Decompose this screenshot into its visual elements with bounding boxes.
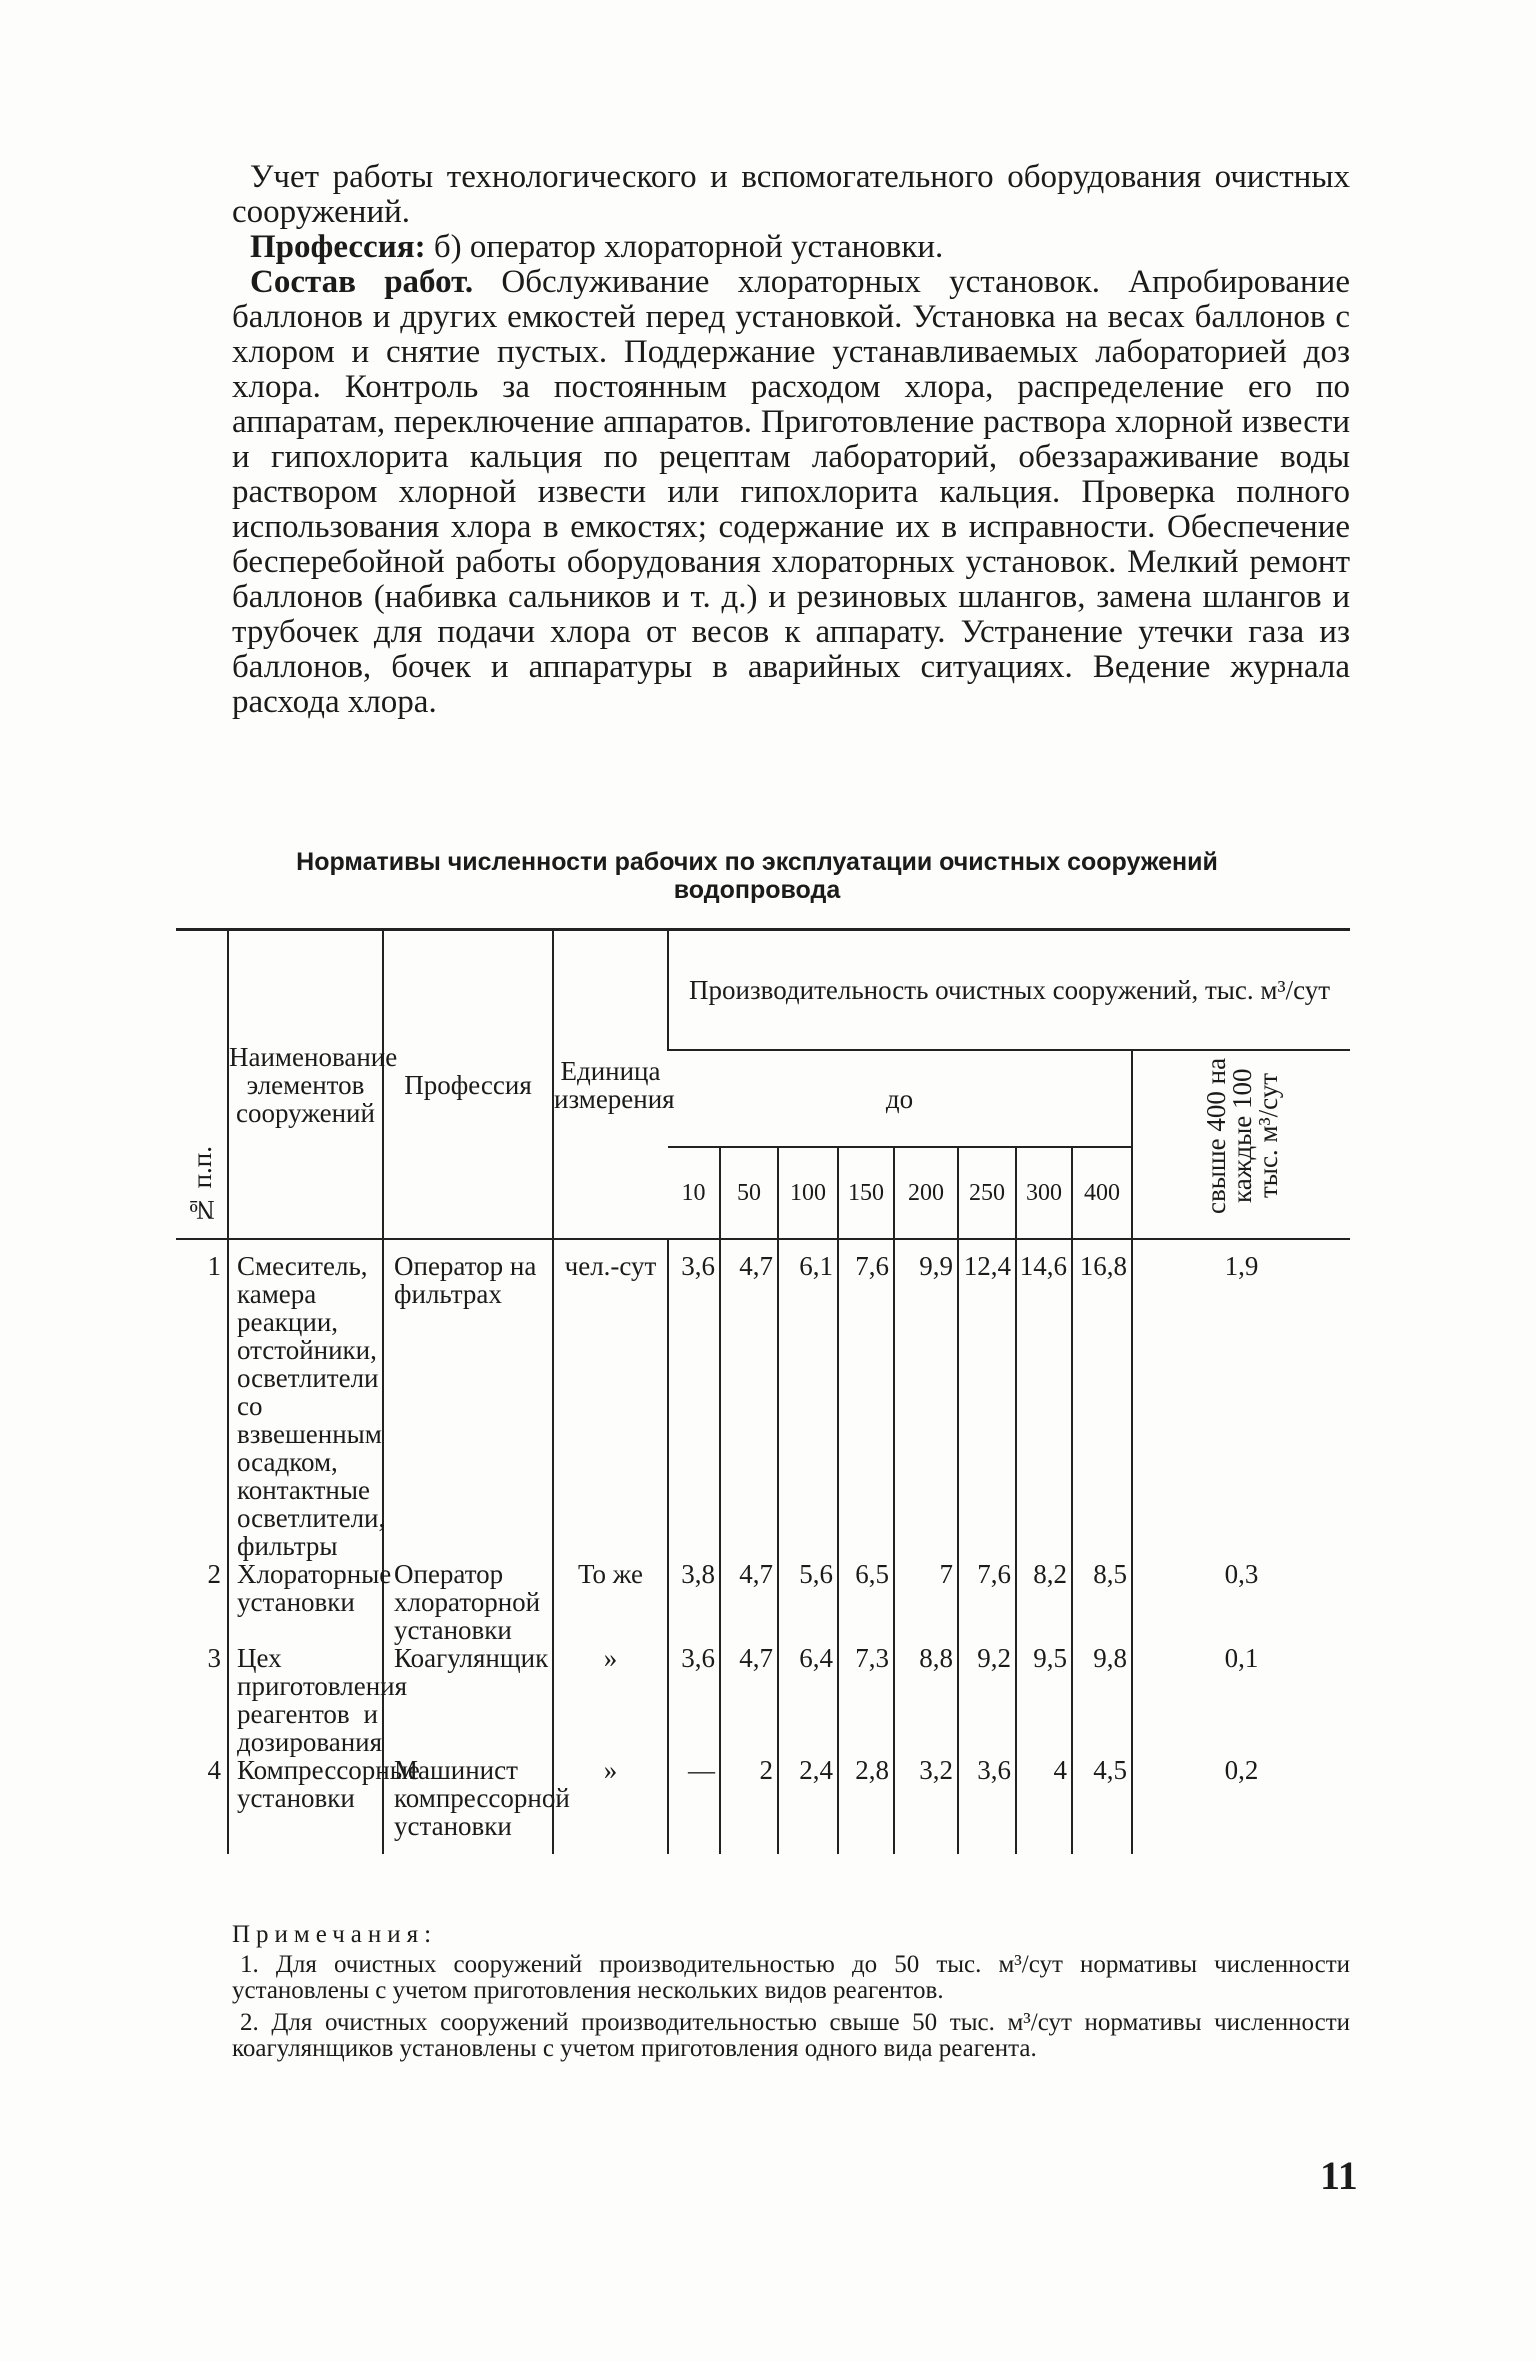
intro-text: [232, 160, 1350, 720]
header-capacity-200: 200: [894, 1147, 958, 1239]
row-value-100: 2,4: [778, 1756, 838, 1854]
table-row: [176, 1239, 1350, 1560]
row-value-400: 9,8: [1072, 1644, 1132, 1756]
row-value-150: 6,5: [838, 1560, 894, 1644]
row-value-100: 6,4: [778, 1644, 838, 1756]
header-capacity-10: 10: [668, 1147, 720, 1239]
row-value-above-400: 0,2: [1132, 1756, 1350, 1854]
row-element: Хлораторные установки: [228, 1560, 383, 1644]
profession-label: Профессия:: [250, 229, 426, 265]
intro-paragraph-profession: [232, 230, 1350, 265]
note-2: 2. Для очистных сооружений производительностью свыше 50 тыс. м³/сут нормативы численности коагулянщиков установлены с учетом приготовления одного вида реагента.: [232, 2009, 1350, 2062]
row-value-above-400: 1,9: [1132, 1239, 1350, 1560]
row-value-100: 6,1: [778, 1239, 838, 1560]
intro-paragraph-1: Учет работы технологического и вспомогательного оборудования очистных сооружений.: [232, 159, 1350, 230]
notes: [232, 1922, 1350, 2068]
row-number: 1: [207, 1251, 221, 1281]
row-value-250: 12,4: [958, 1239, 1016, 1560]
row-value-400: 4,5: [1072, 1756, 1132, 1854]
row-unit: То же: [553, 1560, 668, 1644]
header-above-400: свыше 400 на каждые 100 тыс. м³/сут: [1132, 1050, 1350, 1239]
row-value-200: 9,9: [894, 1239, 958, 1560]
header-capacity-100: 100: [778, 1147, 838, 1239]
table-row: [176, 1644, 1350, 1756]
row-value-150: 7,3: [838, 1644, 894, 1756]
notes-title: Примечания:: [232, 1921, 438, 1948]
work-scope-text: Обслуживание хлораторных установок. Апробирование баллонов и других емкостей перед установкой. Установка на весах баллонов с хлором и снятие пустых. Поддержание устанавливаемых лабораторией доз хлора. Контроль за постоянным расходом хлора, распределение его по аппаратам, переключение аппаратов. Приготовление раствора хлорной извести и гипохлорита кальция по рецептам лабораторий, обеззараживание воды раствором хлорной извести или гипохлорита кальция. Проверка полного использования хлора в емкостях; содержание их в исправности. Обеспечение бесперебойной работы оборудования хлораторных установок. Мелкий ремонт баллонов (набивка сальников и т. д.) и резиновых шлангов, замена шлангов и трубочек для подачи хлора от весов к аппарату. Устранение утечки газа из баллонов, бочек и аппаратуры в аварийных ситуациях. Ведение журнала расхода хлора.: [232, 264, 1350, 720]
row-value-100: 5,6: [778, 1560, 838, 1644]
work-scope-label: Состав работ.: [250, 264, 474, 300]
row-value-50: 2: [720, 1756, 778, 1854]
row-number: 3: [207, 1643, 221, 1673]
row-value-above-400: 0,1: [1132, 1644, 1350, 1756]
row-value-300: 4: [1016, 1756, 1072, 1854]
row-element: Компрессорные установки: [228, 1756, 383, 1854]
row-value-above-400: 0,3: [1132, 1560, 1350, 1644]
row-value-10: —: [668, 1756, 720, 1854]
header-element: Наименование элементов сооружений: [228, 930, 383, 1240]
row-value-10: 3,6: [668, 1239, 720, 1560]
row-value-50: 4,7: [720, 1644, 778, 1756]
row-profession: Машинист компрессорной установки: [383, 1756, 553, 1854]
row-value-250: 3,6: [958, 1756, 1016, 1854]
row-value-200: 3,2: [894, 1756, 958, 1854]
profession-text: б) оператор хлораторной установки.: [425, 229, 944, 265]
row-profession: Оператор на фильтрах: [383, 1239, 553, 1560]
table-row: [176, 1560, 1350, 1644]
row-value-200: 8,8: [894, 1644, 958, 1756]
row-value-10: 3,6: [668, 1644, 720, 1756]
row-value-150: 7,6: [838, 1239, 894, 1560]
row-value-300: 8,2: [1016, 1560, 1072, 1644]
row-element: Смеситель, камера реакции, отстойники, осветлители со взвешенным осадком, контактные осветлители, фильтры: [228, 1239, 383, 1560]
header-capacity-300: 300: [1016, 1147, 1072, 1239]
row-value-10: 3,8: [668, 1560, 720, 1644]
row-number: 2: [207, 1559, 221, 1589]
row-element: Цех приготовления реагентов и дозирования: [228, 1644, 383, 1756]
row-value-400: 16,8: [1072, 1239, 1132, 1560]
table-title: Нормативы численности рабочих по эксплуатации очистных сооружений водопровода: [296, 848, 1218, 904]
table-row: [176, 1756, 1350, 1854]
row-unit: »: [553, 1644, 668, 1756]
header-capacity-400: 400: [1072, 1147, 1132, 1239]
staffing-norms-table: [176, 928, 1350, 1854]
row-profession: Коагулянщик: [383, 1644, 553, 1756]
header-profession: Профессия: [383, 930, 553, 1240]
row-value-50: 4,7: [720, 1239, 778, 1560]
row-unit: чел.-сут: [553, 1239, 668, 1560]
intro-paragraph-work-scope: [232, 265, 1350, 720]
page-number: 11: [1320, 2153, 1358, 2198]
row-unit: »: [553, 1756, 668, 1854]
row-value-300: 9,5: [1016, 1644, 1072, 1756]
row-value-250: 9,2: [958, 1644, 1016, 1756]
row-value-300: 14,6: [1016, 1239, 1072, 1560]
row-profession: Оператор хлораторной установки: [383, 1560, 553, 1644]
header-capacity: Производительность очистных сооружений, тыс. м³/сут: [668, 930, 1350, 1051]
row-number: 4: [207, 1755, 221, 1785]
header-unit: Единица измерения: [553, 930, 668, 1240]
header-number: № п.п.: [176, 930, 228, 1240]
row-value-400: 8,5: [1072, 1560, 1132, 1644]
header-capacity-250: 250: [958, 1147, 1016, 1239]
row-value-200: 7: [894, 1560, 958, 1644]
row-value-250: 7,6: [958, 1560, 1016, 1644]
row-value-50: 4,7: [720, 1560, 778, 1644]
header-capacity-150: 150: [838, 1147, 894, 1239]
row-value-150: 2,8: [838, 1756, 894, 1854]
note-1: 1. Для очистных сооружений производительностью до 50 тыс. м³/сут нормативы численности установлены с учетом приготовления нескольких видов реагентов.: [232, 1951, 1350, 2004]
header-upto: до: [668, 1050, 1132, 1147]
header-capacity-50: 50: [720, 1147, 778, 1239]
